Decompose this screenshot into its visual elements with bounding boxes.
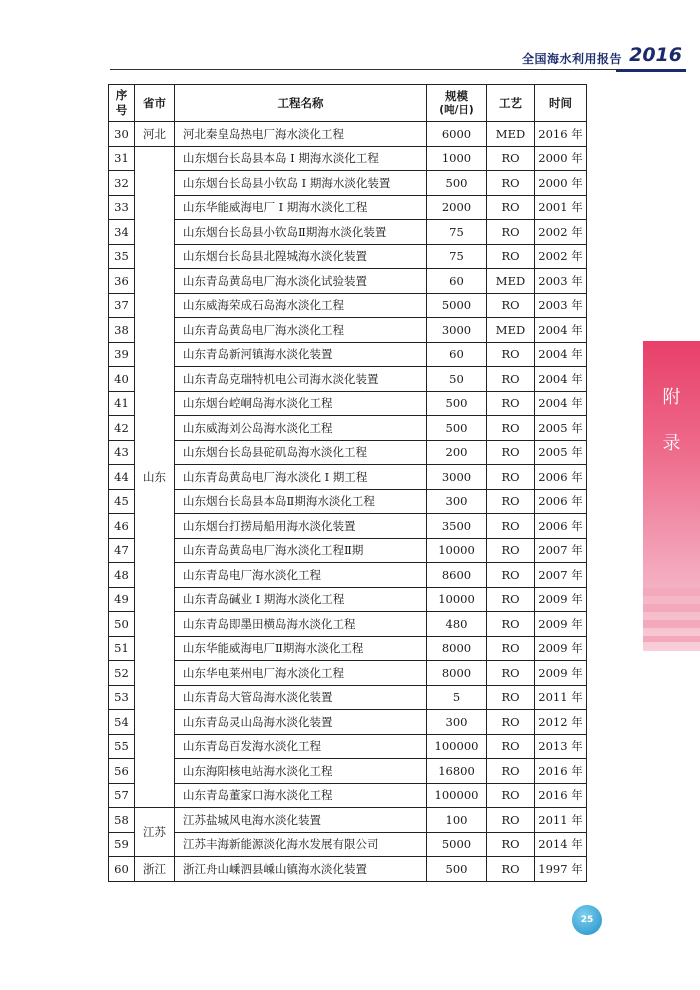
cell-time: 2014 年	[535, 832, 587, 857]
cell-scale: 200	[427, 440, 487, 465]
cell-seq: 50	[109, 612, 135, 637]
table-row	[109, 808, 587, 833]
cell-seq: 30	[109, 122, 135, 147]
cell-seq: 49	[109, 587, 135, 612]
cell-time: 2016 年	[535, 122, 587, 147]
cell-time: 1997 年	[535, 857, 587, 882]
cell-time: 2005 年	[535, 440, 587, 465]
cell-scale: 100000	[427, 783, 487, 808]
cell-scale: 6000	[427, 122, 487, 147]
cell-time: 2004 年	[535, 318, 587, 343]
cell-process: RO	[487, 465, 535, 490]
cell-seq: 33	[109, 195, 135, 220]
cell-province: 浙江	[135, 857, 175, 882]
cell-time: 2009 年	[535, 636, 587, 661]
cell-scale: 3000	[427, 465, 487, 490]
header-seq	[109, 85, 135, 122]
cell-name: 山东青岛黄岛电厂海水淡化工程Ⅱ期	[175, 538, 427, 563]
sidebar-stripe	[643, 604, 700, 612]
cell-scale: 50	[427, 367, 487, 392]
cell-name: 山东青岛电厂海水淡化工程	[175, 563, 427, 588]
cell-scale: 480	[427, 612, 487, 637]
table-row	[109, 759, 587, 784]
table-row	[109, 440, 587, 465]
cell-process: RO	[487, 416, 535, 441]
cell-process: RO	[487, 489, 535, 514]
cell-seq: 51	[109, 636, 135, 661]
cell-process: RO	[487, 220, 535, 245]
cell-name: 山东烟台长岛县小钦岛 I 期海水淡化装置	[175, 171, 427, 196]
cell-scale: 3000	[427, 318, 487, 343]
page-number-badge: 25	[572, 905, 602, 935]
cell-name: 山东烟台长岛县本岛Ⅱ期海水淡化工程	[175, 489, 427, 514]
cell-process: RO	[487, 146, 535, 171]
cell-time: 2012 年	[535, 710, 587, 735]
cell-scale: 500	[427, 391, 487, 416]
cell-process: RO	[487, 685, 535, 710]
cell-scale: 3500	[427, 514, 487, 539]
cell-process: RO	[487, 367, 535, 392]
cell-process: MED	[487, 269, 535, 294]
cell-seq: 45	[109, 489, 135, 514]
cell-seq: 32	[109, 171, 135, 196]
cell-scale: 500	[427, 171, 487, 196]
cell-province: 河北	[135, 122, 175, 147]
cell-name: 山东青岛即墨田横岛海水淡化工程	[175, 612, 427, 637]
cell-time: 2004 年	[535, 391, 587, 416]
cell-scale: 75	[427, 220, 487, 245]
cell-seq: 41	[109, 391, 135, 416]
cell-name: 山东青岛黄岛电厂海水淡化 I 期工程	[175, 465, 427, 490]
table-row	[109, 514, 587, 539]
table-row	[109, 832, 587, 857]
cell-time: 2016 年	[535, 783, 587, 808]
sidebar-char-2: 录	[662, 433, 681, 454]
cell-process: RO	[487, 734, 535, 759]
cell-seq: 52	[109, 661, 135, 686]
cell-process: MED	[487, 122, 535, 147]
cell-process: RO	[487, 857, 535, 882]
cell-seq: 53	[109, 685, 135, 710]
cell-time: 2007 年	[535, 563, 587, 588]
cell-name: 山东华电莱州电厂海水淡化工程	[175, 661, 427, 686]
cell-seq: 44	[109, 465, 135, 490]
header-name: 工程名称	[175, 85, 427, 122]
cell-process: RO	[487, 636, 535, 661]
cell-time: 2004 年	[535, 342, 587, 367]
cell-name: 山东烟台长岛县本岛 I 期海水淡化工程	[175, 146, 427, 171]
report-year: 2016	[629, 44, 682, 66]
table-body	[109, 122, 587, 882]
header-time: 时间	[535, 85, 587, 122]
cell-seq: 47	[109, 538, 135, 563]
cell-time: 2002 年	[535, 244, 587, 269]
header-process: 工艺	[487, 85, 535, 122]
table-row	[109, 318, 587, 343]
cell-scale: 100000	[427, 734, 487, 759]
cell-scale: 5000	[427, 832, 487, 857]
cell-time: 2004 年	[535, 367, 587, 392]
table-row	[109, 465, 587, 490]
cell-process: RO	[487, 783, 535, 808]
cell-name: 山东青岛灵山岛海水淡化装置	[175, 710, 427, 735]
cell-scale: 10000	[427, 587, 487, 612]
cell-seq: 42	[109, 416, 135, 441]
table-row	[109, 195, 587, 220]
table-row	[109, 563, 587, 588]
cell-name: 山东青岛董家口海水淡化工程	[175, 783, 427, 808]
cell-process: RO	[487, 195, 535, 220]
cell-name: 山东青岛大管岛海水淡化装置	[175, 685, 427, 710]
header-province: 省市	[135, 85, 175, 122]
cell-process: MED	[487, 318, 535, 343]
cell-process: RO	[487, 171, 535, 196]
cell-scale: 100	[427, 808, 487, 833]
table-row	[109, 538, 587, 563]
cell-process: RO	[487, 514, 535, 539]
table-row	[109, 612, 587, 637]
cell-time: 2006 年	[535, 514, 587, 539]
cell-time: 2001 年	[535, 195, 587, 220]
cell-process: RO	[487, 391, 535, 416]
cell-name: 山东烟台长岛县砣矶岛海水淡化工程	[175, 440, 427, 465]
sidebar-stripe	[643, 588, 700, 596]
cell-name: 山东烟台长岛县小钦岛Ⅱ期海水淡化装置	[175, 220, 427, 245]
cell-time: 2009 年	[535, 612, 587, 637]
table-row	[109, 710, 587, 735]
cell-process: RO	[487, 538, 535, 563]
cell-process: RO	[487, 710, 535, 735]
table-row	[109, 857, 587, 882]
cell-scale: 60	[427, 342, 487, 367]
cell-seq: 34	[109, 220, 135, 245]
table-row	[109, 783, 587, 808]
cell-process: RO	[487, 661, 535, 686]
cell-scale: 1000	[427, 146, 487, 171]
cell-name: 浙江舟山嵊泗县嵊山镇海水淡化装置	[175, 857, 427, 882]
cell-scale: 300	[427, 489, 487, 514]
cell-process: RO	[487, 808, 535, 833]
cell-seq: 40	[109, 367, 135, 392]
cell-name: 山东青岛克瑞特机电公司海水淡化装置	[175, 367, 427, 392]
table-row	[109, 391, 587, 416]
sidebar-stripe	[643, 620, 700, 628]
header-seq-text: 序号	[115, 88, 128, 117]
cell-name: 河北秦皇岛热电厂海水淡化工程	[175, 122, 427, 147]
cell-scale: 60	[427, 269, 487, 294]
cell-seq: 55	[109, 734, 135, 759]
cell-process: RO	[487, 832, 535, 857]
cell-scale: 8600	[427, 563, 487, 588]
header-rule	[110, 69, 616, 70]
header-scale-text: 规模	[445, 89, 468, 103]
cell-process: RO	[487, 759, 535, 784]
cell-process: RO	[487, 244, 535, 269]
cell-time: 2003 年	[535, 293, 587, 318]
cell-scale: 8000	[427, 636, 487, 661]
cell-time: 2013 年	[535, 734, 587, 759]
cell-scale: 500	[427, 416, 487, 441]
cell-process: RO	[487, 342, 535, 367]
cell-seq: 37	[109, 293, 135, 318]
cell-time: 2006 年	[535, 465, 587, 490]
report-title: 全国海水利用报告	[521, 52, 622, 66]
cell-name: 山东青岛碱业 I 期海水淡化工程	[175, 587, 427, 612]
cell-seq: 60	[109, 857, 135, 882]
table-row	[109, 269, 587, 294]
cell-time: 2007 年	[535, 538, 587, 563]
cell-name: 山东青岛黄岛电厂海水淡化试验装置	[175, 269, 427, 294]
cell-seq: 57	[109, 783, 135, 808]
cell-scale: 10000	[427, 538, 487, 563]
cell-scale: 16800	[427, 759, 487, 784]
cell-name: 山东华能威海电厂 I 期海水淡化工程	[175, 195, 427, 220]
cell-time: 2016 年	[535, 759, 587, 784]
cell-process: RO	[487, 587, 535, 612]
cell-scale: 500	[427, 857, 487, 882]
cell-time: 2009 年	[535, 587, 587, 612]
header-scale-unit: (吨/日)	[439, 104, 474, 116]
table-row	[109, 367, 587, 392]
cell-time: 2003 年	[535, 269, 587, 294]
cell-name: 山东烟台崆峒岛海水淡化工程	[175, 391, 427, 416]
page-header	[0, 0, 700, 70]
cell-seq: 39	[109, 342, 135, 367]
cell-process: RO	[487, 563, 535, 588]
cell-scale: 300	[427, 710, 487, 735]
cell-scale: 5	[427, 685, 487, 710]
cell-time: 2000 年	[535, 171, 587, 196]
cell-seq: 46	[109, 514, 135, 539]
cell-time: 2000 年	[535, 146, 587, 171]
table-row	[109, 416, 587, 441]
cell-scale: 2000	[427, 195, 487, 220]
table-row	[109, 661, 587, 686]
cell-time: 2002 年	[535, 220, 587, 245]
cell-name: 山东烟台打捞局船用海水淡化装置	[175, 514, 427, 539]
table-row	[109, 146, 587, 171]
cell-seq: 56	[109, 759, 135, 784]
cell-seq: 31	[109, 146, 135, 171]
desalination-table	[108, 84, 587, 882]
header-scale	[427, 85, 487, 122]
cell-scale: 5000	[427, 293, 487, 318]
cell-time: 2011 年	[535, 808, 587, 833]
table-row	[109, 685, 587, 710]
cell-name: 山东威海荣成石岛海水淡化工程	[175, 293, 427, 318]
table-row	[109, 244, 587, 269]
cell-scale: 8000	[427, 661, 487, 686]
cell-name: 山东华能威海电厂Ⅱ期海水淡化工程	[175, 636, 427, 661]
cell-name: 江苏盐城风电海水淡化装置	[175, 808, 427, 833]
table-row	[109, 489, 587, 514]
cell-time: 2006 年	[535, 489, 587, 514]
cell-process: RO	[487, 440, 535, 465]
cell-seq: 48	[109, 563, 135, 588]
cell-seq: 58	[109, 808, 135, 833]
cell-seq: 43	[109, 440, 135, 465]
table-row	[109, 122, 587, 147]
table-row	[109, 293, 587, 318]
cell-seq: 38	[109, 318, 135, 343]
cell-province: 江苏	[135, 808, 175, 857]
cell-process: RO	[487, 612, 535, 637]
cell-name: 山东烟台长岛县北隍城海水淡化装置	[175, 244, 427, 269]
cell-seq: 59	[109, 832, 135, 857]
sidebar-stripe	[643, 636, 700, 642]
table-row	[109, 734, 587, 759]
table-header-row	[109, 85, 587, 122]
table-row	[109, 587, 587, 612]
cell-province: 山东	[135, 146, 175, 808]
cell-seq: 35	[109, 244, 135, 269]
header-rule-accent	[616, 69, 686, 72]
cell-time: 2009 年	[535, 661, 587, 686]
cell-name: 山东海阳核电站海水淡化工程	[175, 759, 427, 784]
sidebar-char-1: 附	[662, 387, 681, 408]
cell-name: 江苏丰海新能源淡化海水发展有限公司	[175, 832, 427, 857]
cell-name: 山东青岛黄岛电厂海水淡化工程	[175, 318, 427, 343]
table-row	[109, 636, 587, 661]
cell-name: 山东青岛新河镇海水淡化装置	[175, 342, 427, 367]
cell-scale: 75	[427, 244, 487, 269]
table-row	[109, 342, 587, 367]
table-row	[109, 171, 587, 196]
cell-process: RO	[487, 293, 535, 318]
cell-name: 山东威海刘公岛海水淡化工程	[175, 416, 427, 441]
cell-seq: 36	[109, 269, 135, 294]
table-row	[109, 220, 587, 245]
cell-seq: 54	[109, 710, 135, 735]
cell-name: 山东青岛百发海水淡化工程	[175, 734, 427, 759]
cell-time: 2011 年	[535, 685, 587, 710]
cell-time: 2005 年	[535, 416, 587, 441]
